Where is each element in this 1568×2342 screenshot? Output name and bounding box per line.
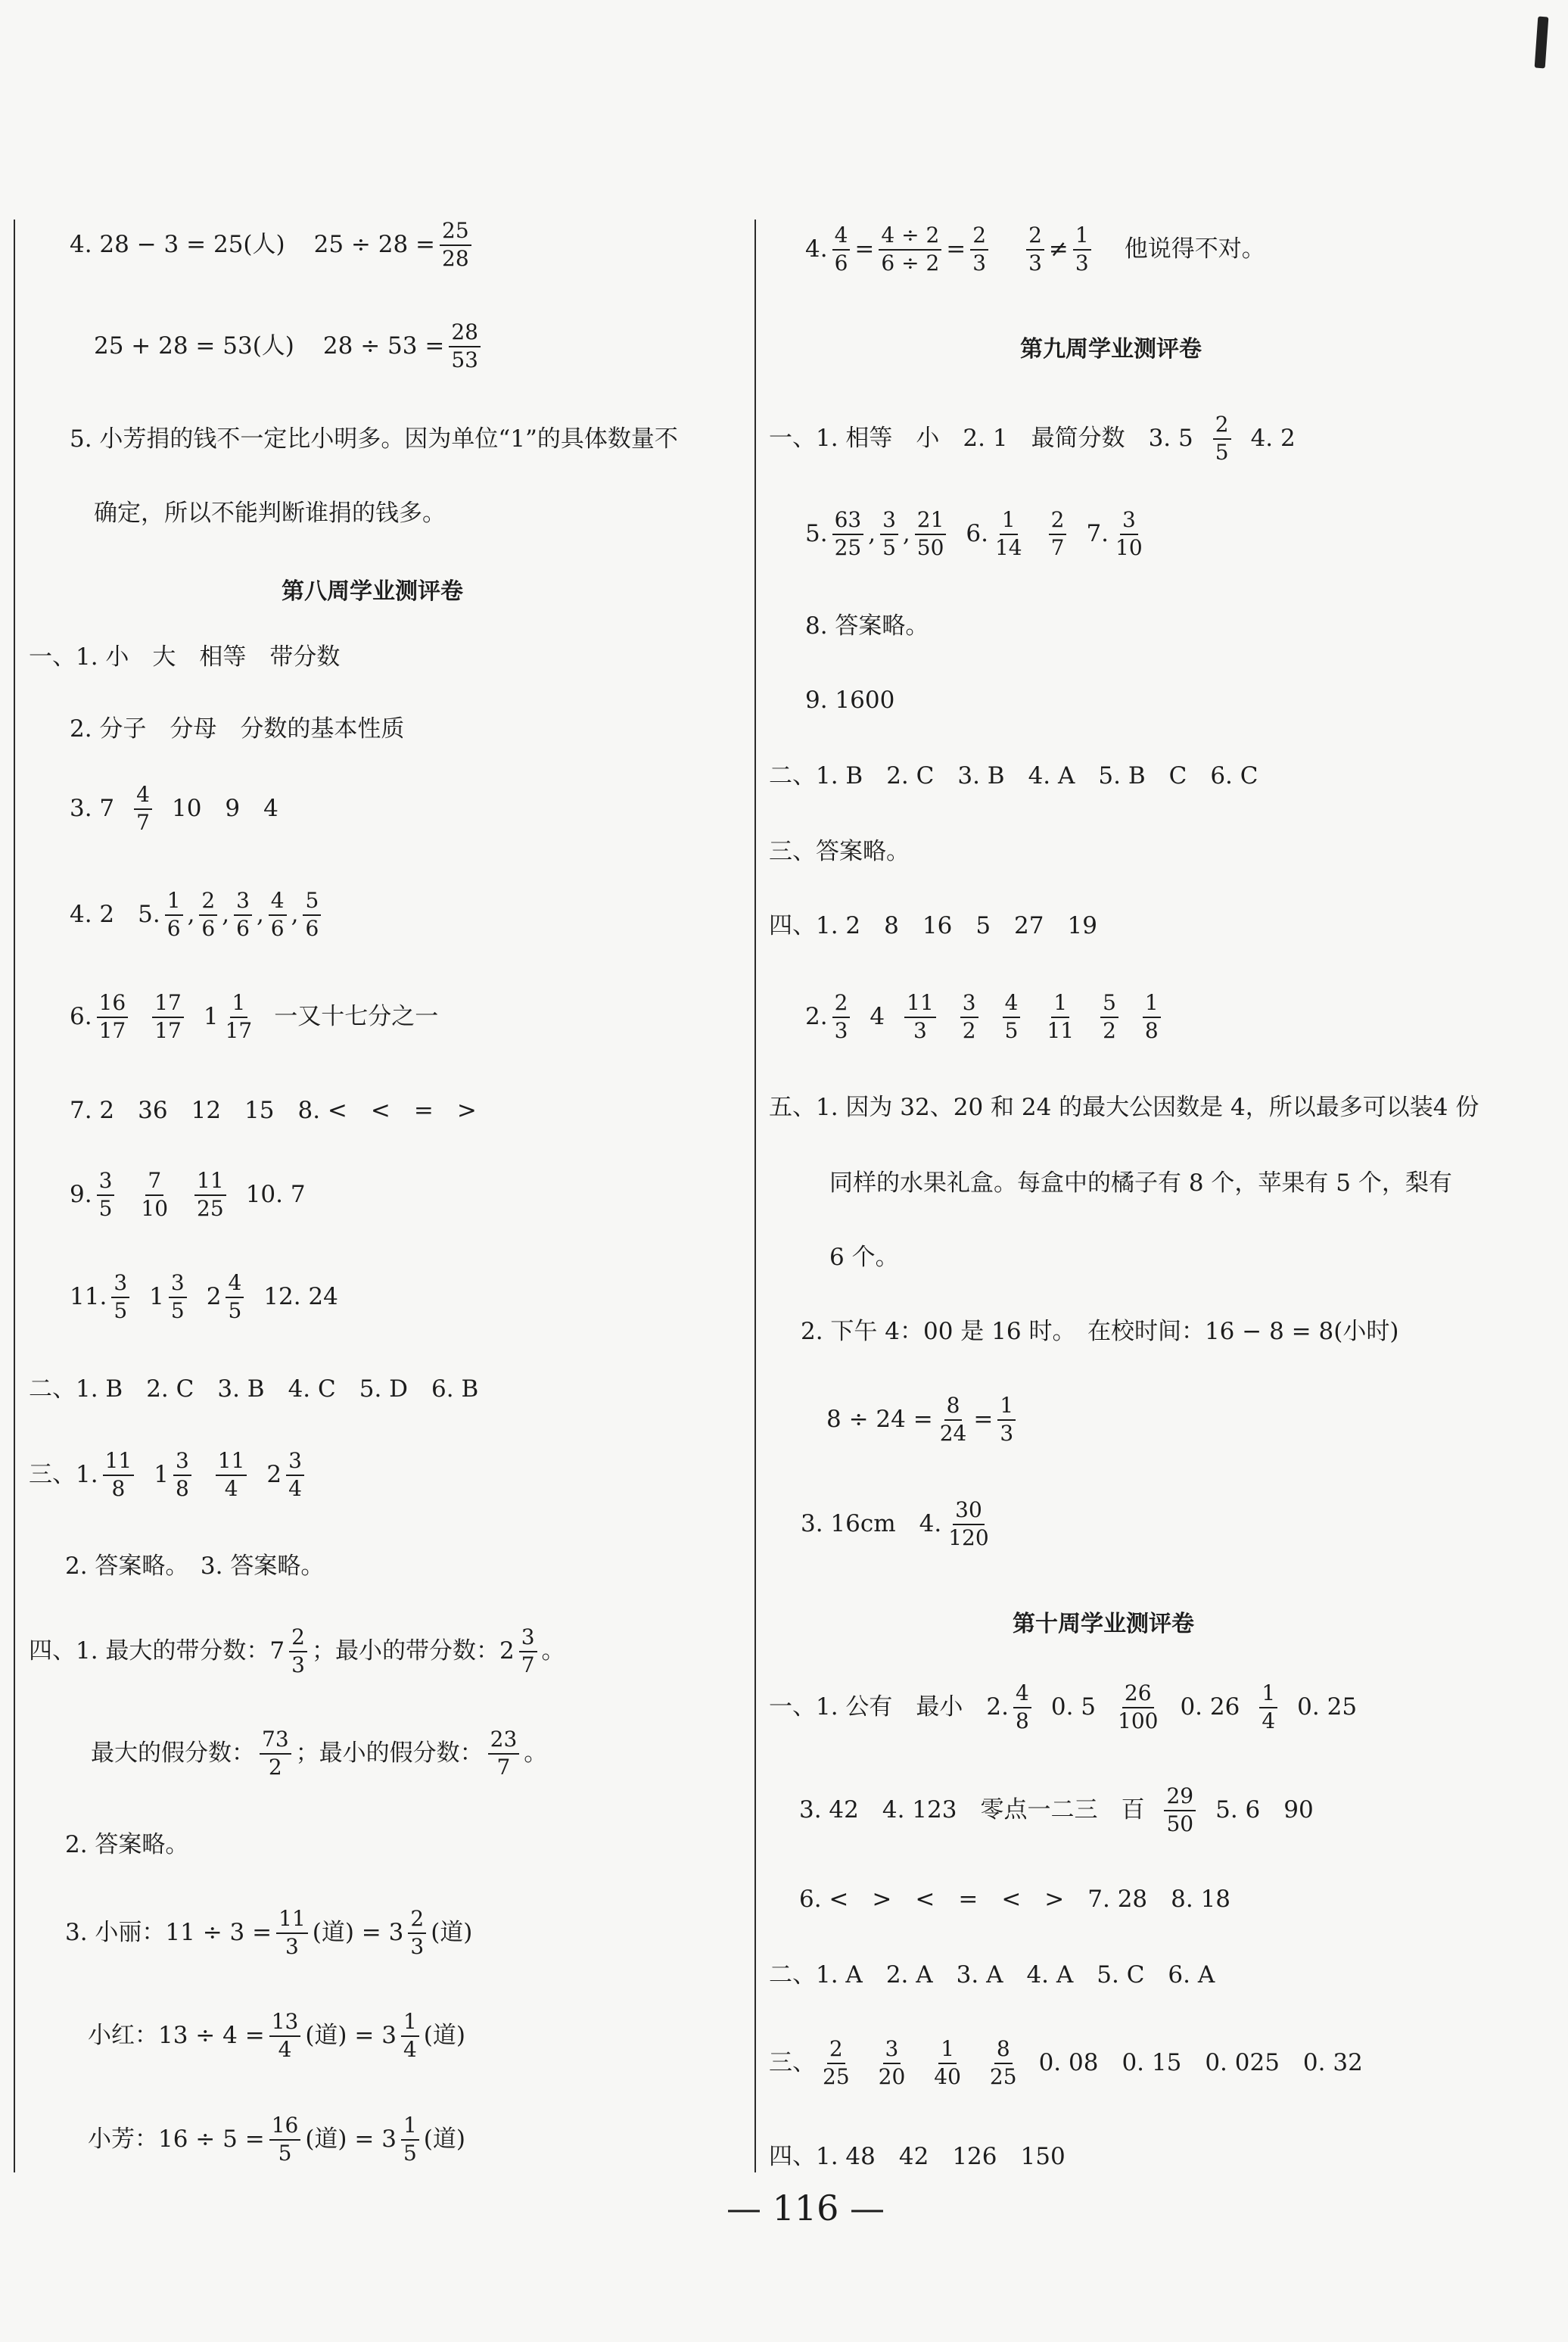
fraction: [993, 509, 1025, 560]
denominator: 5: [882, 534, 896, 560]
answer-line: [826, 1394, 1020, 1446]
denominator: 24: [939, 1420, 967, 1446]
answer-text: 4. 2: [1250, 425, 1296, 453]
numerator: 2: [1049, 509, 1067, 535]
answer-text: 一、1. 公有 最小 2.: [769, 1693, 1010, 1721]
denominator: 17: [154, 1017, 182, 1043]
denominator: 6: [270, 915, 285, 941]
numerator: 28: [449, 321, 481, 347]
fraction: [1026, 224, 1044, 276]
denominator: 20: [878, 2063, 906, 2089]
denominator: 6: [236, 915, 250, 941]
fraction: [408, 1908, 426, 1959]
fraction: [234, 889, 252, 941]
answer-text: 0. 26: [1180, 1693, 1240, 1721]
answer-text: 6.: [966, 520, 988, 548]
answer-text: 。: [541, 1637, 565, 1665]
numerator: 1: [401, 2114, 419, 2141]
fraction: [1044, 992, 1076, 1043]
answer-line: [799, 1785, 1314, 1836]
denominator: 17: [225, 1017, 253, 1043]
answer-text: 4. 28 − 3 = 25(人): [70, 231, 285, 259]
numerator: 1: [997, 1394, 1016, 1421]
answer-text: 10. 7: [245, 1181, 306, 1209]
denominator: 50: [916, 534, 944, 560]
numerator: 23: [488, 1728, 520, 1755]
fraction: [276, 1908, 308, 1959]
answer-line: [91, 1728, 547, 1780]
answer-text: 2.: [805, 1003, 828, 1031]
answer-text: 5.: [805, 520, 828, 548]
numerator: 2: [408, 1908, 426, 1934]
answer-text: 一、1. 小 大 相等 带分数: [29, 643, 341, 671]
fraction: [260, 1728, 291, 1780]
answer-line: [29, 1450, 309, 1501]
fraction: [880, 509, 898, 560]
answer-text: 0. 5: [1050, 1693, 1096, 1721]
answer-text: 小红：13 ÷ 4 =: [88, 2022, 265, 2050]
answer-text: 9.: [70, 1181, 92, 1209]
answer-text: 二、1. B 2. C 3. B 4. C 5. D 6. B: [29, 1375, 479, 1403]
answer-text: 3. 7: [70, 795, 115, 823]
answer-line: [70, 783, 278, 835]
numerator: 4: [1003, 992, 1021, 1018]
denominator: 5: [228, 1297, 242, 1323]
answer-text: 7.: [1086, 520, 1109, 548]
fraction: [820, 2038, 852, 2089]
numerator: 29: [1164, 1785, 1196, 1811]
fraction: [449, 321, 481, 372]
denominator: 2: [268, 1754, 282, 1780]
numerator: 1: [1051, 992, 1069, 1018]
answer-line: [769, 2038, 1363, 2089]
numerator: 3: [169, 1272, 187, 1298]
denominator: 4: [403, 2036, 417, 2062]
numerator: 11: [103, 1450, 135, 1476]
fraction: [1113, 509, 1145, 560]
numerator: 4: [134, 783, 152, 810]
answer-text: 2. 分子 分母 分数的基本性质: [70, 715, 405, 743]
fraction: [223, 992, 255, 1043]
denominator: 4: [278, 2036, 292, 2062]
denominator: 53: [451, 347, 478, 372]
numerator: 1: [1000, 509, 1018, 535]
answer-text: 8. 答案略。: [805, 612, 929, 640]
answer-text: 0. 25: [1297, 1693, 1358, 1721]
answer-text: 25 ÷ 28 =: [313, 231, 436, 259]
numerator: 2: [199, 889, 217, 916]
fraction: [488, 1728, 520, 1780]
denominator: 4: [224, 1475, 238, 1501]
numerator: 8: [994, 2038, 1013, 2064]
denominator: 8: [1144, 1017, 1159, 1043]
answer-text: 一又十七分之一: [274, 1003, 439, 1031]
fraction: [1003, 992, 1021, 1043]
fraction: [216, 1450, 247, 1501]
answer-text: 25 + 28 = 53(人): [94, 332, 294, 360]
fraction: [286, 1450, 304, 1501]
fraction: [134, 783, 152, 835]
numerator: 2: [1213, 413, 1231, 440]
section-heading: 第十周学业测评卷: [1013, 1611, 1194, 1637]
whole-part: 1: [154, 1461, 169, 1489]
answer-text: 2. 答案略。 3. 答案略。: [65, 1553, 325, 1580]
fraction: [879, 224, 941, 276]
denominator: 25: [989, 2063, 1017, 2089]
fraction: [169, 1272, 187, 1323]
denominator: 3: [410, 1933, 425, 1959]
section-heading: 第九周学业测评卷: [1020, 336, 1202, 363]
fraction: [1115, 1682, 1160, 1733]
denominator: 5: [98, 1195, 113, 1221]
whole-part: 2: [206, 1283, 222, 1311]
numerator: 3: [880, 509, 898, 535]
whole-part: 1: [149, 1283, 164, 1311]
denominator: 7: [521, 1652, 535, 1677]
answer-text: 他说得不对。: [1124, 235, 1265, 263]
numerator: 3: [111, 1272, 129, 1298]
answer-text: (道): [423, 2126, 465, 2154]
fraction: [165, 889, 183, 941]
answer-text: 三、答案略。: [769, 838, 910, 865]
numerator: 4: [226, 1272, 244, 1298]
numerator: 11: [194, 1169, 226, 1196]
fraction: [832, 509, 864, 560]
denominator: 6: [201, 915, 216, 941]
numerator: 1: [401, 2010, 419, 2037]
numerator: 3: [960, 992, 978, 1018]
answer-text: 确定，所以不能判断谁捐的钱多。: [94, 500, 446, 527]
denominator: 3: [1028, 250, 1042, 276]
answer-text: 二、1. A 2. A 3. A 4. A 5. C 6. A: [769, 1961, 1215, 1989]
answer-text: 5. 小芳捐的钱不一定比小明多。因为单位“1”的具体数量不: [70, 425, 678, 453]
answer-text: 三、: [769, 2049, 816, 2077]
denominator: 2: [1103, 1017, 1116, 1043]
fraction: [1049, 509, 1067, 560]
fraction: [970, 224, 988, 276]
answer-text: 2. 下午 4：00 是 16 时。 在校时间：16 − 8 = 8(小时): [801, 1318, 1399, 1345]
fraction: [932, 2038, 963, 2089]
answer-text: =: [946, 235, 966, 263]
answer-text: 同样的水果礼盒。每盒中的橘子有 8 个，苹果有 5 个，梨有: [829, 1169, 1452, 1197]
denominator: 100: [1118, 1708, 1159, 1733]
numerator: 17: [152, 992, 184, 1018]
answer-text: (道) = 3: [312, 1919, 404, 1947]
answer-text: 10 9 4: [171, 795, 278, 823]
denominator: 6: [166, 915, 181, 941]
numerator: 16: [269, 2114, 301, 2141]
answer-text: =: [854, 235, 875, 263]
fraction: [904, 992, 936, 1043]
numerator: 2: [1026, 224, 1044, 251]
answer-line: 4. 2 5. $\frac{1}{6}$ , $\frac{2}{6}$ , $\frac{3}{6}$ , $\frac{4}{6}$ , $\frac{5}{6}$: [70, 889, 325, 941]
fraction: [1100, 992, 1118, 1043]
fraction: [97, 992, 129, 1043]
numerator: 3: [286, 1450, 304, 1476]
fraction: [173, 1450, 191, 1501]
answer-text: 4.: [805, 235, 828, 263]
numerator: 4: [1013, 1682, 1031, 1708]
not-equal-sign: ≠: [1048, 235, 1069, 263]
numerator: 2: [289, 1626, 307, 1652]
numerator: 1: [230, 992, 248, 1018]
answer-text: 7. 2 36 12 15 8. < < = >: [70, 1097, 477, 1124]
denominator: 3: [972, 250, 987, 276]
answer-text: ；最小的带分数：2: [311, 1637, 515, 1665]
numerator: 4: [269, 889, 287, 916]
denominator: 6 ÷ 2: [881, 250, 940, 276]
fraction: [960, 992, 978, 1043]
scan-edge-mark: [1535, 17, 1549, 69]
answer-line: [88, 2010, 465, 2062]
numerator: 11: [216, 1450, 247, 1476]
answer-text: 2. 答案略。: [65, 1831, 189, 1858]
fraction: [988, 2038, 1019, 2089]
fraction: [1013, 1682, 1031, 1733]
numerator: 4: [832, 224, 851, 251]
denominator: 8: [111, 1475, 126, 1501]
denominator: 120: [948, 1524, 989, 1550]
denominator: 28: [442, 245, 469, 271]
denominator: 5: [1004, 1017, 1019, 1043]
numerator: 4 ÷ 2: [879, 224, 941, 251]
denominator: 5: [170, 1297, 185, 1323]
numerator: 3: [97, 1169, 115, 1196]
fraction: [111, 1272, 129, 1323]
answer-line: [88, 2114, 465, 2166]
answer-text: 三、1.: [29, 1461, 98, 1489]
denominator: 4: [288, 1475, 302, 1501]
denominator: 3: [291, 1652, 305, 1677]
numerator: 5: [303, 889, 321, 916]
denominator: 3: [1000, 1420, 1014, 1446]
numerator: 2: [827, 2038, 845, 2064]
denominator: 25: [834, 534, 862, 560]
answer-text: 五、1. 因为 32、20 和 24 的最大公因数是 4，所以最多可以装4 份: [769, 1094, 1479, 1121]
answer-text: (道) = 3: [305, 2126, 397, 2154]
numerator: 21: [915, 509, 947, 535]
answer-text: 3. 42 4. 123 零点一二三 百: [799, 1796, 1145, 1824]
answer-line: [65, 1908, 472, 1959]
answer-line: [805, 992, 1165, 1043]
fraction: [199, 889, 217, 941]
denominator: 4: [1262, 1708, 1276, 1733]
answer-text: 最大的假分数：: [91, 1739, 255, 1767]
denominator: 5: [278, 2140, 292, 2166]
answer-text: 5. 6 90: [1215, 1796, 1314, 1824]
numerator: 1: [938, 2038, 957, 2064]
fraction: [103, 1450, 135, 1501]
column-divider: [754, 220, 756, 2172]
denominator: 7: [136, 809, 150, 835]
fraction: [832, 992, 851, 1043]
denominator: 8: [1016, 1708, 1029, 1733]
fraction: [938, 1394, 969, 1446]
answer-text: 6 个。: [829, 1244, 899, 1271]
answer-line: 5. $\frac{63}{25}$ , $\frac{3}{5}$ , $\frac{21}{50}$ 6. $\frac{1}{14}$ $\frac{2}{7}$ 7. $\frac{3}{10}$: [805, 509, 1150, 560]
answer-text: 28 ÷ 53 =: [322, 332, 445, 360]
page-number: — 116 —: [726, 2188, 885, 2228]
denominator: 7: [1050, 534, 1065, 560]
numerator: 3: [883, 2038, 901, 2064]
fraction: [97, 1169, 115, 1221]
numerator: 2: [832, 992, 851, 1018]
denominator: 3: [913, 1017, 927, 1043]
numerator: 30: [953, 1499, 985, 1525]
denominator: 17: [98, 1017, 126, 1043]
denominator: 40: [934, 2063, 961, 2089]
numerator: 7: [145, 1169, 163, 1196]
denominator: 25: [823, 2063, 850, 2089]
denominator: 3: [1075, 250, 1089, 276]
answer-line: [70, 1169, 306, 1221]
answer-text: 四、1. 48 42 126 150: [769, 2143, 1066, 2170]
fraction: [1213, 413, 1231, 465]
answer-text: 四、1. 2 8 16 5 27 19: [769, 912, 1097, 939]
denominator: 3: [834, 1017, 848, 1043]
answer-text: (道): [431, 1919, 473, 1947]
fraction: [226, 1272, 244, 1323]
denominator: 5: [1215, 439, 1229, 465]
denominator: 2: [962, 1017, 976, 1043]
answer-line: [805, 224, 1265, 276]
answer-text: 3. 小丽：11 ÷ 3 =: [65, 1919, 272, 1947]
numerator: 5: [1100, 992, 1118, 1018]
answer-line: [70, 220, 476, 271]
numerator: 13: [269, 2010, 301, 2037]
fraction: [832, 224, 851, 276]
fraction: [876, 2038, 908, 2089]
answer-text: 6.: [70, 1003, 92, 1031]
answer-line: [94, 321, 485, 372]
fraction: [303, 889, 321, 941]
denominator: 10: [141, 1195, 169, 1221]
fraction: [194, 1169, 226, 1221]
answer-text: 小芳：16 ÷ 5 =: [88, 2126, 265, 2154]
fraction: [440, 220, 471, 271]
numerator: 2: [970, 224, 988, 251]
answer-text: 3. 16cm 4.: [801, 1510, 942, 1538]
fraction: [1259, 1682, 1277, 1733]
numerator: 11: [904, 992, 936, 1018]
numerator: 11: [276, 1908, 308, 1934]
fraction: [946, 1499, 991, 1550]
fraction: [289, 1626, 307, 1677]
denominator: 6: [834, 250, 848, 276]
answer-text: 。: [524, 1739, 548, 1767]
answer-text: =: [973, 1406, 994, 1434]
answer-text: (道) = 3: [305, 2022, 397, 2050]
fraction: [1164, 1785, 1196, 1836]
numerator: 63: [832, 509, 864, 535]
answer-text: 4. 2 5.: [70, 901, 160, 929]
numerator: 8: [944, 1394, 963, 1421]
numerator: 3: [173, 1450, 191, 1476]
answer-line: [70, 1272, 338, 1323]
denominator: 7: [496, 1754, 511, 1780]
answer-text: 11.: [70, 1283, 107, 1311]
fraction: [401, 2010, 419, 2062]
numerator: 3: [1120, 509, 1138, 535]
fraction: [401, 2114, 419, 2166]
fraction: [915, 509, 947, 560]
denominator: 50: [1166, 1811, 1194, 1836]
numerator: 1: [165, 889, 183, 916]
denominator: 8: [175, 1475, 189, 1501]
denominator: 6: [305, 915, 319, 941]
numerator: 26: [1122, 1682, 1154, 1708]
answer-line: [769, 413, 1296, 465]
denominator: 5: [403, 2140, 417, 2166]
fraction: [152, 992, 184, 1043]
fraction: [269, 2114, 301, 2166]
numerator: 1: [1143, 992, 1161, 1018]
answer-text: 12. 24: [263, 1283, 338, 1311]
whole-part: 2: [266, 1461, 282, 1489]
numerator: 1: [1259, 1682, 1277, 1708]
fraction: [1073, 224, 1091, 276]
fraction: [269, 2010, 301, 2062]
answer-text: 4: [870, 1003, 885, 1031]
numerator: 73: [260, 1728, 291, 1755]
denominator: 10: [1115, 534, 1143, 560]
answer-text: 9. 1600: [805, 687, 895, 714]
answer-text: 一、1. 相等 小 2. 1 最简分数 3. 5: [769, 425, 1193, 453]
numerator: 25: [440, 220, 471, 246]
answer-line: [769, 1682, 1357, 1733]
denominator: 3: [285, 1933, 299, 1959]
answer-text: 8 ÷ 24 =: [826, 1406, 933, 1434]
fraction: [138, 1169, 170, 1221]
numerator: 1: [1073, 224, 1091, 251]
fraction: [997, 1394, 1016, 1446]
answer-text: 6. < > < = < > 7. 28 8. 18: [799, 1886, 1231, 1913]
denominator: 14: [994, 534, 1022, 560]
left-margin-rule: [14, 220, 15, 2172]
answer-text: 二、1. B 2. C 3. B 4. A 5. B C 6. C: [769, 762, 1258, 789]
fraction: [269, 889, 287, 941]
denominator: 25: [197, 1195, 224, 1221]
numerator: 3: [234, 889, 252, 916]
whole-part: 1: [203, 1003, 219, 1031]
answer-line: [801, 1499, 996, 1550]
answer-text: ；最小的假分数：: [295, 1739, 484, 1767]
numerator: 3: [519, 1626, 537, 1652]
answer-line: [70, 992, 438, 1043]
denominator: 5: [114, 1297, 128, 1323]
denominator: 11: [1047, 1017, 1075, 1043]
answer-line: [29, 1626, 565, 1677]
answer-text: 四、1. 最大的带分数：7: [29, 1637, 285, 1665]
answer-text: (道): [423, 2022, 465, 2050]
fraction: [519, 1626, 537, 1677]
answer-text: 0. 08 0. 15 0. 025 0. 32: [1038, 2049, 1363, 2077]
fraction: [1143, 992, 1161, 1043]
numerator: 16: [97, 992, 129, 1018]
section-heading: 第八周学业测评卷: [282, 578, 463, 605]
